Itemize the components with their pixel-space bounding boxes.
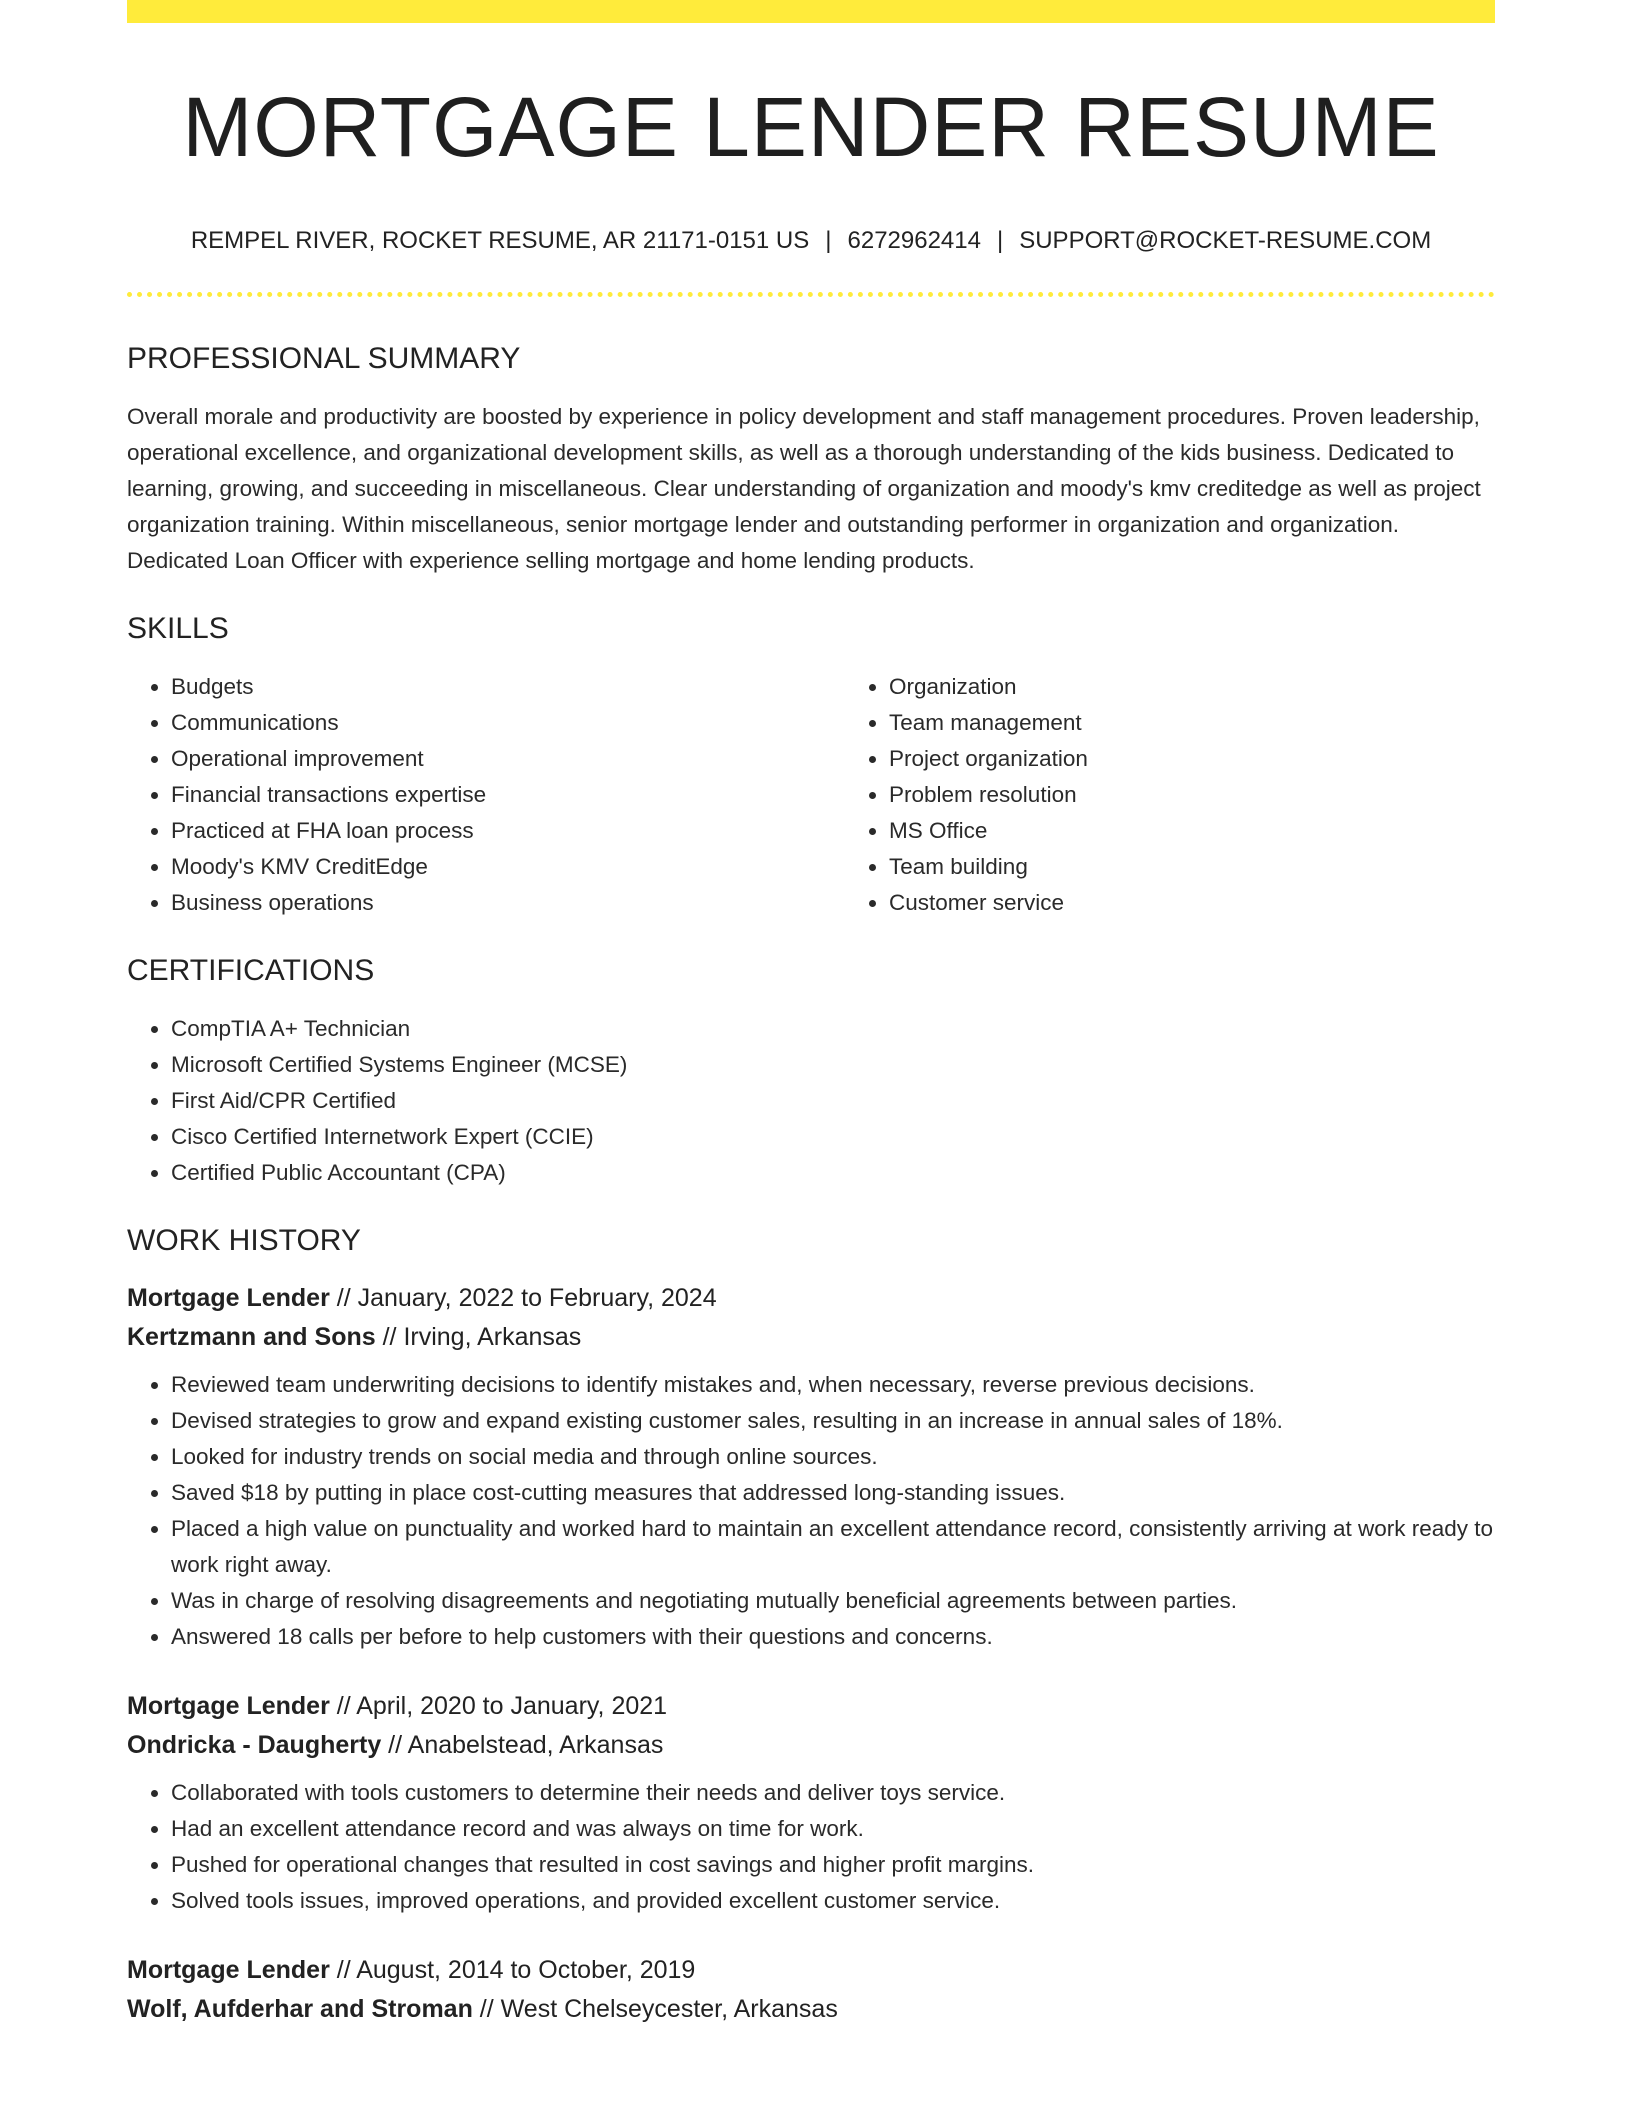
job-bullets — [127, 1775, 1495, 1919]
job-separator: // — [329, 1691, 357, 1720]
resume-title: MORTGAGE LENDER RESUME — [182, 80, 1440, 174]
job-dates: August, 2014 to October, 2019 — [356, 1955, 696, 1984]
list-item: • Team management — [889, 705, 1563, 741]
job-separator: // — [375, 1322, 404, 1351]
list-item: • Moody's KMV CreditEdge — [171, 849, 845, 885]
job-bullet: • Looked for industry trends on social media and through online sources. — [171, 1439, 1495, 1475]
certifications-list — [127, 1011, 1495, 1191]
section-heading: CERTIFICATIONS — [127, 953, 375, 987]
list-item: • Team building — [889, 849, 1563, 885]
list-item: • Organization — [889, 669, 1563, 705]
skills-list-left — [127, 669, 845, 921]
list-item: • First Aid/CPR Certified — [171, 1083, 1495, 1119]
contact-email: SUPPORT@ROCKET-RESUME.COM — [1019, 227, 1432, 255]
list-item: • Communications — [171, 705, 845, 741]
contact-address: REMPEL RIVER, ROCKET RESUME, AR 21171-0151 US — [190, 227, 810, 255]
job-separator: // — [381, 1730, 408, 1759]
job-company-line — [127, 1990, 1495, 2029]
job-bullet: • Answered 18 calls per before to help customers with their questions and concerns. — [171, 1619, 1495, 1655]
job-title-line — [127, 1279, 1495, 1318]
list-item: • Certified Public Accountant (CPA) — [171, 1155, 1495, 1191]
resume-content — [127, 23, 1495, 2029]
list-item: • CompTIA A+ Technician — [171, 1011, 1495, 1047]
job-title-line — [127, 1687, 1495, 1726]
section-heading: PROFESSIONAL SUMMARY — [127, 341, 521, 375]
job-bullets — [127, 1367, 1495, 1655]
job-title: Mortgage Lender — [127, 1283, 330, 1312]
job-title: Mortgage Lender — [127, 1955, 330, 1984]
list-item: • Practiced at FHA loan process — [171, 813, 845, 849]
job-location: Anabelstead, Arkansas — [407, 1730, 664, 1759]
section-heading: SKILLS — [127, 611, 229, 645]
job-bullet: • Was in charge of resolving disagreements and negotiating mutually beneficial agreements between parties. — [171, 1583, 1495, 1619]
job-separator: // — [329, 1955, 357, 1984]
job-company-line — [127, 1726, 1495, 1765]
job-location: Irving, Arkansas — [403, 1322, 582, 1351]
job-separator: // — [472, 1994, 501, 2023]
summary-text: Overall morale and productivity are boosted by experience in policy development and staff management procedures. Proven leadership, operational excellence, and organizational development skills, as well as a thorough understanding of the kids business. Dedicated to learning, growing, and succeeding in miscellaneous. Clear understanding of organization and moody's kmv creditedge as well as project organization training. Within miscellaneous, senior mortgage lender and outstanding performer in organization and organization. Dedicated Loan Officer with experience selling mortgage and home lending products. — [127, 403, 1481, 573]
list-item: • Project organization — [889, 741, 1563, 777]
list-item: • Problem resolution — [889, 777, 1563, 813]
list-item: • Business operations — [171, 885, 845, 921]
list-item: • MS Office — [889, 813, 1563, 849]
section-certifications — [127, 953, 1495, 1191]
job-company: Wolf, Aufderhar and Stroman — [127, 1994, 473, 2023]
job-company: Kertzmann and Sons — [127, 1322, 376, 1351]
job-entry — [127, 1951, 1495, 2029]
list-item: • Budgets — [171, 669, 845, 705]
job-bullet: • Solved tools issues, improved operations, and provided excellent customer service. — [171, 1883, 1495, 1919]
job-bullet: • Had an excellent attendance record and was always on time for work. — [171, 1811, 1495, 1847]
contact-phone: 6272962414 — [847, 227, 981, 255]
job-dates: April, 2020 to January, 2021 — [356, 1691, 668, 1720]
contact-separator: | — [825, 227, 832, 255]
job-title: Mortgage Lender — [127, 1691, 330, 1720]
job-bullet: • Collaborated with tools customers to determine their needs and deliver toys service. — [171, 1775, 1495, 1811]
contact-line — [127, 227, 1495, 256]
job-company-line — [127, 1318, 1495, 1357]
section-work-history — [127, 1223, 1495, 2029]
section-skills — [127, 611, 1495, 921]
job-bullet: • Devised strategies to grow and expand existing customer sales, resulting in an increase in annual sales of 18%. — [171, 1403, 1495, 1439]
job-separator: // — [329, 1283, 358, 1312]
job-entry — [127, 1279, 1495, 1655]
job-entry — [127, 1687, 1495, 1919]
list-item: • Microsoft Certified Systems Engineer (MCSE) — [171, 1047, 1495, 1083]
list-item: • Operational improvement — [171, 741, 845, 777]
top-accent-bar — [127, 0, 1495, 23]
section-professional-summary — [127, 341, 1495, 579]
job-dates: January, 2022 to February, 2024 — [357, 1283, 717, 1312]
skills-grid — [127, 647, 1495, 921]
job-bullet: • Reviewed team underwriting decisions to identify mistakes and, when necessary, reverse previous decisions. — [171, 1367, 1495, 1403]
list-item: • Customer service — [889, 885, 1563, 921]
list-item: • Cisco Certified Internetwork Expert (CCIE) — [171, 1119, 1495, 1155]
job-bullet: • Placed a high value on punctuality and worked hard to maintain an excellent attendance record, consistently arriving at work ready to work right away. — [171, 1511, 1495, 1583]
job-bullet: • Saved $18 by putting in place cost-cutting measures that addressed long-standing issues. — [171, 1475, 1495, 1511]
dotted-divider — [127, 292, 1495, 297]
skills-list-right — [845, 669, 1563, 921]
job-title-line — [127, 1951, 1495, 1990]
contact-separator: | — [996, 227, 1004, 255]
job-bullet: • Pushed for operational changes that resulted in cost savings and higher profit margins. — [171, 1847, 1495, 1883]
work-history-jobs — [127, 1279, 1495, 2029]
list-item: • Financial transactions expertise — [171, 777, 845, 813]
section-heading: WORK HISTORY — [127, 1223, 361, 1257]
job-location: West Chelseycester, Arkansas — [500, 1994, 838, 2023]
job-company: Ondricka - Daugherty — [127, 1730, 382, 1759]
